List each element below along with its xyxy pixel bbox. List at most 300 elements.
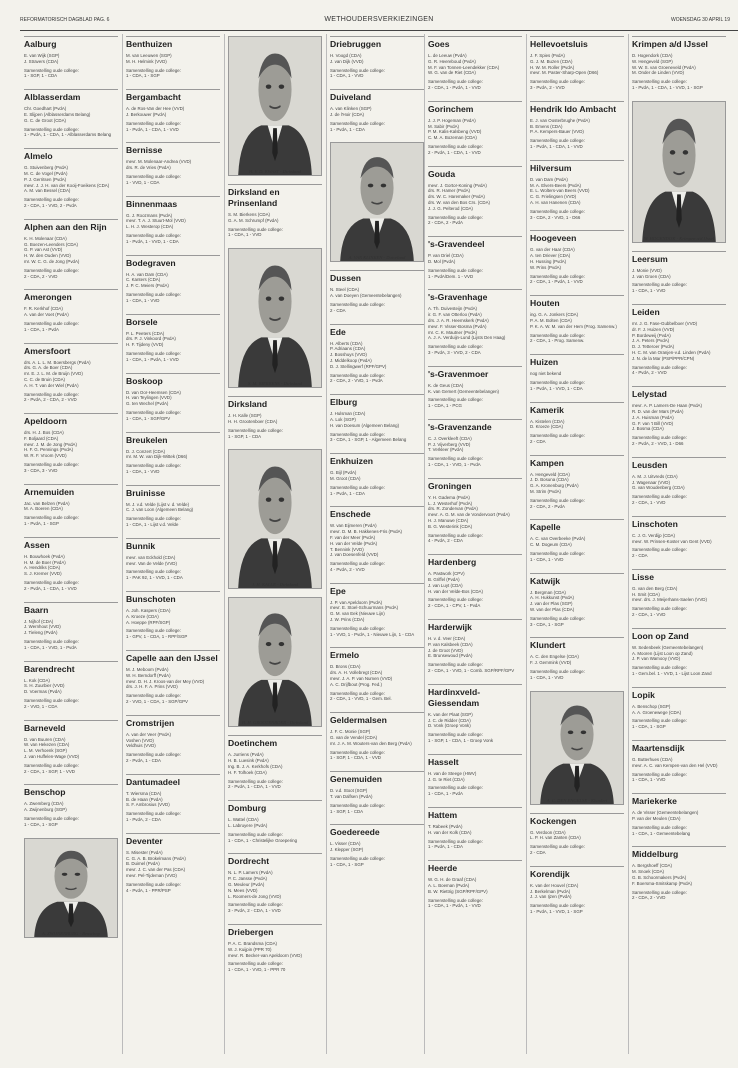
old-college-value: 1 - SGP, 1 - CDA, 1 - VVD <box>330 755 381 761</box>
old-college-value: 2 - CDA, 1 - VVD, 2 - PvdA <box>24 202 77 208</box>
photo <box>24 838 118 938</box>
municipality-name: 's-Gravenmoer <box>428 366 522 380</box>
old-college-composition <box>632 825 726 837</box>
old-college-label: Samenstelling oude college: <box>632 282 687 288</box>
old-college-label: Samenstelling oude college: <box>530 138 585 144</box>
municipality-name: Enkhuizen <box>330 453 424 467</box>
alderman-list <box>228 941 322 958</box>
alderman-line: A. ten Driever (CDA) <box>530 253 571 259</box>
old-college-label: Samenstelling oude college: <box>428 897 483 903</box>
alderman-line: drs. R. Hamer (PvdA) <box>428 188 470 194</box>
old-college-composition <box>228 779 322 791</box>
municipality-name: Aalburg <box>24 36 118 50</box>
alderman-line: J. F. Spies (PvdA) <box>530 53 565 58</box>
old-college-value: 1 - GPV, 1 - CDA, 1 - RPF/SGP <box>126 634 188 640</box>
alderman-line: M. A. Elvers-Beers (PvdA) <box>530 182 581 188</box>
old-college-label: Samenstelling oude college: <box>530 332 585 338</box>
old-college-value: 1 - PvdA, 1 - VVD, 1 - SGP <box>530 909 583 914</box>
old-college-composition <box>330 485 424 497</box>
alderman-list <box>632 757 726 769</box>
alderman-line: mevr. J. Gortor-Koning (PvdA) <box>428 182 487 188</box>
alderman-line: G. J. M. Buzen (CDA) <box>530 58 573 64</box>
alderman-line: drs. A. L. L. M. Boersbergs (PvdA) <box>24 359 91 365</box>
alderman-line: T. Wiersma (CDA) <box>126 790 162 796</box>
alderman-list <box>24 106 118 123</box>
photo-caption: A. VAN KLINKEN - Duiveland <box>348 255 406 261</box>
old-college-value: 3 - CDA, 3 - VVD <box>24 467 58 473</box>
alderman-line: W. R. F. Vroom (VVD) <box>24 453 67 459</box>
alderman-line: mr. W. C. G. de Jong (PvdA) <box>24 258 80 264</box>
alderman-line: K. van Gemert (Gemeentebelangen) <box>428 388 500 394</box>
alderman-line: P. van Kalsbeek (CDA) <box>428 641 473 647</box>
municipality-name: Leersum <box>632 251 726 265</box>
municipality-entry <box>330 324 424 385</box>
alderman-line: C. J. G. Verdijp (CDA) <box>632 532 675 538</box>
old-college-composition <box>126 882 220 894</box>
alderman-list <box>428 712 522 729</box>
alderman-line: J. J. van Ijzen (PvdA) <box>530 894 572 900</box>
municipality-entry <box>428 101 522 156</box>
alderman-line: mr. J. G. Fase-Gubbelboer (VVD) <box>632 320 698 326</box>
photo-caption: H. V. D. KWAST - Dirksland <box>248 169 302 174</box>
alderman-line: A. Zwijnenburg (SGP) <box>24 807 67 813</box>
old-college-value: 1 - CDA, 1 - PvdA <box>428 791 463 797</box>
alderman-line: A. J. A. Verduijn-Lund (Lijsts Den Haag) <box>428 335 506 341</box>
old-college-composition <box>428 732 522 744</box>
old-college-label: Samenstelling oude college: <box>228 961 283 967</box>
alderman-line: G. van der Haar (CDA) <box>530 247 575 253</box>
old-college-composition <box>228 227 322 239</box>
municipality-name: Binnenmaas <box>126 196 220 210</box>
alderman-line: A. Joh. Kaspers (CDA) <box>126 608 171 614</box>
column-2 <box>124 36 222 1054</box>
alderman-line: J. Stravers (CDA) <box>24 58 59 64</box>
old-college-value: 1 - PvdA, 1 - SGP <box>24 521 59 527</box>
alderman-list <box>330 411 424 428</box>
old-college-composition <box>428 662 522 674</box>
municipality-name: Lisse <box>632 569 726 583</box>
municipality-name: Hardinxveld-Giessendam <box>428 684 522 709</box>
alderman-list <box>126 213 220 230</box>
column-3 <box>226 36 324 1054</box>
old-college-value: 1 - CDA, 1 - VVD <box>330 73 364 79</box>
municipality-name: Huizen <box>530 354 624 368</box>
alderman-line: J. Tieleng (PvdA) <box>24 630 58 636</box>
municipality-entry <box>126 142 220 185</box>
old-college-composition <box>24 639 118 651</box>
municipality-name: Assen <box>24 537 118 551</box>
old-college-label: Samenstelling oude college: <box>126 409 181 415</box>
old-college-value: 1 - PvdA, 1 - CDA, 1 - VVD <box>126 126 179 132</box>
alderman-list <box>24 306 118 318</box>
old-college-value: 2 - CDA, 2 - PvdA <box>428 220 463 226</box>
old-college-label: Samenstelling oude college: <box>126 516 181 522</box>
old-college-value: 1 - CDA, 1 - Lijst v.d. Velde <box>126 522 179 528</box>
old-college-label: Samenstelling oude college: <box>530 273 585 279</box>
old-college-composition <box>126 121 220 133</box>
old-college-label: Samenstelling oude college: <box>24 580 79 586</box>
old-college-composition <box>428 79 522 91</box>
municipality-entry <box>330 89 424 132</box>
alderman-line: L. J. Westerhof (PvdA) <box>428 500 473 506</box>
old-college-composition <box>428 268 522 280</box>
column-rule <box>526 34 527 1054</box>
alderman-line: A. Pastwork (CPV) <box>428 571 465 577</box>
alderman-line: C. G. A. B. Brokelmans (PvdA) <box>126 855 186 861</box>
municipality-name: Barendrecht <box>24 661 118 675</box>
old-college-composition <box>428 839 522 851</box>
old-college-composition <box>632 718 726 730</box>
old-college-label: Samenstelling oude college: <box>530 433 585 439</box>
alderman-line: P. J. Vijverberg (VVD) <box>428 441 471 447</box>
municipality-entry <box>530 36 624 91</box>
alderman-line: J. van Huffelen-Wage (VVD) <box>24 754 80 759</box>
alderman-line: W. W. S. van Groeneveld (PvdA) <box>632 64 696 70</box>
alderman-list <box>126 390 220 407</box>
alderman-list <box>632 704 726 716</box>
alderman-line: drs. J. H. F. A. Prins (VVD) <box>126 684 178 690</box>
old-college-label: Samenstelling oude college: <box>330 372 385 378</box>
photo <box>228 597 322 727</box>
alderman-list <box>428 636 522 659</box>
alderman-line: M. van Leeuwen (SGP) <box>126 53 172 58</box>
alderman-line: J. A. Huisman (PvdA) <box>632 414 674 420</box>
alderman-list <box>530 118 624 135</box>
alderman-line: D. J. Stellingwerf (RPF/GPV) <box>330 363 387 369</box>
old-college-composition <box>24 816 118 828</box>
old-college-value: 1 - PvdA, 1 - CDA <box>428 844 463 850</box>
old-college-composition <box>530 551 624 563</box>
alderman-line: B. Duimel (PvdA) <box>126 861 160 867</box>
old-college-value: 1 - SGP, 1 - CDA, 1 - Groep Vonk <box>428 738 494 743</box>
photo-caption: A. C. DEN ENGELSE - Klundert <box>546 797 608 803</box>
old-college-label: Samenstelling oude college: <box>126 350 181 356</box>
municipality-name: Apeldoorn <box>24 413 118 427</box>
municipality-name: Kapelle <box>530 519 624 533</box>
municipality-name: Ermelo <box>330 647 424 661</box>
municipality-name: Geldermalsen <box>330 712 424 726</box>
alderman-line: F. Boljaard (CDA) <box>24 435 59 441</box>
alderman-list <box>428 306 522 341</box>
old-college-value: 1 - CDA, 1 - PvdA, 1 - VVD <box>428 903 481 909</box>
municipality-name: Bergambacht <box>126 89 220 103</box>
alderman-line: M. H. Helmink (VVD) <box>126 58 167 64</box>
alderman-line: W. van der Plas (CDA) <box>530 607 575 613</box>
municipality-name: Korendijk <box>530 866 624 880</box>
old-college-composition <box>228 902 322 914</box>
old-college-label: Samenstelling oude college: <box>24 320 79 326</box>
old-college-label: Samenstelling oude college: <box>126 811 181 817</box>
alderman-list <box>126 850 220 879</box>
alderman-list <box>428 118 522 141</box>
municipality-name: Hilversum <box>530 160 624 174</box>
old-college-label: Samenstelling oude college: <box>632 665 687 671</box>
alderman-line: J. Monie (VVD) <box>632 267 662 273</box>
municipality-entry <box>428 36 522 91</box>
alderman-line: J. F. C. Monie (SGP) <box>330 729 371 735</box>
alderman-line: J. van der Plas (SGP) <box>530 601 573 607</box>
municipality-name: Linschoten <box>632 516 726 530</box>
municipality-entry <box>24 36 118 79</box>
alderman-list <box>530 654 624 666</box>
portrait-icon <box>229 598 321 726</box>
old-college-composition <box>24 698 118 710</box>
alderman-line: L. Kok (CDA) <box>24 677 50 683</box>
alderman-list <box>428 183 522 212</box>
alderman-line: mevr. J. A. P. van Numen (VVD) <box>330 676 393 682</box>
portrait-icon <box>633 102 725 242</box>
alderman-line: D. J. Tetteroer (PvdA) <box>632 344 675 350</box>
alderman-line: J. P. van Wamooy (VVD) <box>632 656 681 662</box>
municipality-name: Gouda <box>428 166 522 180</box>
alderman-line: D. Mol (PvdA) <box>428 258 456 264</box>
municipality-entry <box>126 373 220 422</box>
old-college-label: Samenstelling oude college: <box>428 456 483 462</box>
municipality-name: Epe <box>330 583 424 597</box>
photo-caption: H. H. GROOTENBOER - Dirksland <box>241 720 309 726</box>
alderman-list <box>428 495 522 530</box>
old-college-composition <box>126 752 220 764</box>
municipality-entry <box>632 36 726 91</box>
alderman-line: S. M. Bierkens (CDA) <box>228 212 270 217</box>
alderman-line: P. L. Peeters (CDA) <box>126 330 165 336</box>
alderman-line: A. L. Boeman (PvdA) <box>428 882 470 888</box>
old-college-value: 1 - CDA, 1 - VVD <box>126 297 160 303</box>
alderman-list <box>24 737 118 760</box>
alderman-line: J. de l'Hoir (CDA) <box>330 111 365 117</box>
old-college-value: 1 - PvdA, 1 - CDA, 1 - VVD <box>530 143 583 149</box>
old-college-label: Samenstelling oude college: <box>428 214 483 220</box>
alderman-list <box>24 165 118 194</box>
old-college-composition <box>428 344 522 356</box>
old-college-label: Samenstelling oude college: <box>428 532 483 538</box>
alderman-line: P. Adriaans (CDA) <box>330 346 366 352</box>
old-college-value: 1 - PvdA, 1 - CDA <box>330 126 365 132</box>
alderman-line: M. Sabir (PvdA) <box>428 123 459 129</box>
municipality-name: Lopik <box>632 687 726 701</box>
old-college-label: Samenstelling oude college: <box>24 515 79 521</box>
alderman-line: E. J. van Oosterbrughe (PvdA) <box>530 117 590 123</box>
alderman-line: H. F. Tijdeny (VVD) <box>126 342 164 348</box>
alderman-line: J. Nijhof (CDA) <box>24 618 54 624</box>
old-college-value: 2 - CDA <box>632 553 648 559</box>
municipality-entry <box>126 255 220 304</box>
municipality-entry <box>428 366 522 409</box>
alderman-line: Chr. Goedhart (PvdA) <box>24 106 67 112</box>
alderman-line: M. C. de Vogel (PvdA) <box>24 170 68 176</box>
alderman-line: C. J. Overkleeft (CDA) <box>428 435 472 441</box>
municipality-entry <box>330 270 424 313</box>
old-college-value: 2 - VVD, 1 - CDA <box>24 703 58 709</box>
old-college-label: Samenstelling oude college: <box>24 267 79 273</box>
old-college-label: Samenstelling oude college: <box>632 718 687 724</box>
old-college-composition <box>530 616 624 628</box>
alderman-line: mevr. M. Paster-Sharp-Open (D66) <box>530 70 599 76</box>
alderman-line: Ing. B. J. A. Kerkhofs (CDA) <box>228 763 283 769</box>
old-college-label: Samenstelling oude college: <box>632 771 687 777</box>
municipality-entry <box>428 754 522 797</box>
alderman-line: J. Wernhout (VVD) <box>24 624 61 630</box>
old-college-label: Samenstelling oude college: <box>428 344 483 350</box>
municipality-name: Deventer <box>126 833 220 847</box>
alderman-list <box>24 430 118 459</box>
alderman-line: nog niet bekend <box>530 371 562 377</box>
old-college-value: 2 - PvdA, 2 - VVD, 1 - D66 <box>632 440 684 446</box>
alderman-line: M. Snoek (CDA) <box>632 869 664 875</box>
alderman-line: G. P. van Ast (VVD) <box>24 247 63 253</box>
alderman-line: G. R. Heereboud (PvdA) <box>428 58 476 64</box>
old-college-label: Samenstelling oude college: <box>530 379 585 385</box>
alderman-line: J. Middelkoop (PvdA) <box>330 357 372 363</box>
alderman-line: A. van Doeyen (Gemeentebelangen) <box>330 293 402 299</box>
alderman-list <box>530 371 624 377</box>
alderman-list <box>530 53 624 76</box>
alderman-line: M. A. Boeren (CDA) <box>24 506 63 512</box>
photo-caption: W. HOGENDIJK - Krimpen a/d IJssel <box>643 235 714 241</box>
old-college-value: 3 - PvdA, 3 - VVD, 2 - CDA <box>428 349 481 355</box>
alderman-line: W. van Hekezen (CDA) <box>24 742 70 748</box>
old-college-composition <box>530 138 624 150</box>
alderman-list <box>24 53 118 65</box>
old-college-composition <box>428 456 522 468</box>
old-college-composition <box>530 903 624 915</box>
municipality-entry <box>24 484 118 527</box>
old-college-label: Samenstelling oude college: <box>632 494 687 500</box>
alderman-line: L. P. H. van Zanten (CDA) <box>530 835 581 841</box>
alderman-line: H. A. van Dam (CDA) <box>126 271 168 277</box>
old-college-value: 2 - PvdA, 1 - CDA, 1 - VVD <box>24 585 77 591</box>
municipality-entry <box>330 712 424 761</box>
alderman-line: D. Kroeze (CDA) <box>530 424 563 430</box>
alderman-line: A. Mooren (Lijst Loon op Zand) <box>632 650 693 656</box>
municipality-entry <box>24 537 118 592</box>
alderman-line: A. C. Drijfbout (Prog. Fed.) <box>330 681 382 687</box>
municipality-entry <box>632 386 726 447</box>
portrait-icon <box>229 450 321 588</box>
alderman-list <box>228 413 322 425</box>
old-college-value: 1 - CDA, 1 - SGP <box>24 821 58 827</box>
alderman-line: drs. R. Zondervan (PvdA) <box>428 506 478 512</box>
municipality-entry <box>126 314 220 363</box>
municipality-name: Houten <box>530 295 624 309</box>
old-college-value: 1 - PvdA, 1 - CDA, 1 - Alblasserdams Belang <box>24 132 112 138</box>
municipality-entry <box>24 148 118 209</box>
old-college-label: Samenstelling oude college: <box>428 838 483 844</box>
alderman-line: J. Bosma (CDA) <box>632 426 664 432</box>
municipality-name: Leusden <box>632 457 726 471</box>
old-college-composition <box>330 750 424 762</box>
municipality-name: Goes <box>428 36 522 50</box>
old-college-label: Samenstelling oude college: <box>330 561 385 567</box>
old-college-label: Samenstelling oude college: <box>228 226 283 232</box>
photo <box>530 691 624 805</box>
old-college-composition <box>126 516 220 528</box>
old-college-label: Samenstelling oude college: <box>632 606 687 612</box>
old-college-label: Samenstelling oude college: <box>24 462 79 468</box>
municipality-entry <box>126 89 220 132</box>
alderman-line: J. P. van Apeldoorn (PvdA) <box>330 599 383 605</box>
old-college-composition <box>330 561 424 573</box>
old-college-composition <box>126 174 220 186</box>
old-college-label: Samenstelling oude college: <box>24 698 79 704</box>
alderman-line: L. Wattel (CDA) <box>228 817 259 823</box>
old-college-composition <box>530 209 624 221</box>
column-4 <box>328 36 426 1054</box>
old-college-label: Samenstelling oude college: <box>126 173 181 179</box>
alderman-line: L. M. Verhoenk (SGP) <box>24 748 67 754</box>
alderman-line: W. G. van de Riet (CDA) <box>428 70 476 76</box>
municipality-entry <box>228 396 322 439</box>
alderman-line: G. van den Berg (CDA) <box>632 585 678 591</box>
alderman-line: C. Kanters (CDA) <box>126 277 161 283</box>
old-college-value: 2 - PvdA, 1 - CDA <box>126 758 161 764</box>
alderman-line: J. Wagenaar (VVD) <box>632 479 670 485</box>
alderman-line: J. van Luyt (CDA) <box>428 582 463 588</box>
alderman-line: drs. W. van den Bos Crs. (CDA) <box>428 199 490 205</box>
alderman-line: A. Lok (SGP) <box>330 416 356 422</box>
municipality-entry <box>126 432 220 475</box>
old-college-value: 2 - CDA, 1 - CPV, 1 - PvdA <box>428 603 481 609</box>
municipality-entry <box>632 793 726 836</box>
alderman-line: H. van der Velde (PvdA) <box>330 540 378 546</box>
municipality-entry <box>428 236 522 279</box>
municipality-entry <box>530 813 624 856</box>
municipality-entry <box>24 661 118 710</box>
old-college-value: 1 - VVD, 1 - CDA <box>126 179 160 185</box>
old-college-label: Samenstelling oude college: <box>530 208 585 214</box>
alderman-line: F. van der Meer (PvdA) <box>330 534 376 540</box>
old-college-label: Samenstelling oude college: <box>330 301 385 307</box>
old-college-label: Samenstelling oude college: <box>330 856 385 862</box>
municipality-name: Loon op Zand <box>632 628 726 642</box>
alderman-list <box>126 331 220 348</box>
alderman-list <box>530 590 624 613</box>
alderman-list <box>330 600 424 623</box>
municipality-entry <box>228 735 322 790</box>
municipality-name: Hattem <box>428 807 522 821</box>
old-college-composition <box>632 282 726 294</box>
municipality-name: Breukelen <box>126 432 220 446</box>
alderman-line: Jac. van Belzen (PvdA) <box>24 500 70 506</box>
alderman-list <box>228 752 322 775</box>
alderman-line: H. van Doesum (Algemeen Belang) <box>330 422 400 428</box>
alderman-line: A. Benschop (SGP) <box>632 703 671 709</box>
old-college-composition <box>428 785 522 797</box>
municipality-entry <box>330 647 424 702</box>
old-college-value: 2 - CDA, 1 - VVD, 1 - Comb. SGP/RPF/GPV <box>428 668 515 674</box>
old-college-value: 1 - CDA, 1 - VVD <box>530 556 564 562</box>
alderman-line: drs. W. C. Haremaker (PvdA) <box>428 194 485 200</box>
municipality-name: Cromstrijen <box>126 715 220 729</box>
old-college-value: 4 - PvdA, 1 - PPR/PSP <box>126 887 171 893</box>
old-college-label: Samenstelling oude college: <box>24 126 79 132</box>
old-college-composition <box>126 410 220 422</box>
alderman-line: mevr. R. Becker-van Apeldoorn (VVD) <box>228 952 302 958</box>
old-college-composition <box>228 428 322 440</box>
old-college-value: 1 - PvdA, 1 - VVD, 1 - CDA <box>530 385 583 391</box>
old-college-label: Samenstelling oude college: <box>24 391 79 397</box>
alderman-line: W. Hengeveld (SGP) <box>632 58 673 64</box>
municipality-entry <box>24 784 118 827</box>
municipality-name: Hendrik Ido Ambacht <box>530 101 624 115</box>
alderman-line: Veldhuis (VVD) <box>126 743 156 749</box>
alderman-line: H. Bouwhoek (PvdA) <box>24 553 65 559</box>
alderman-line: C. M. A. Bozeman (CDA) <box>428 135 477 141</box>
old-college-label: Samenstelling oude college: <box>428 732 483 738</box>
municipality-entry <box>228 800 322 843</box>
photo-caption: J. H. KALLE - Dirksland <box>252 582 298 588</box>
alderman-line: drs. H. J. Bos (CDA) <box>24 430 64 436</box>
